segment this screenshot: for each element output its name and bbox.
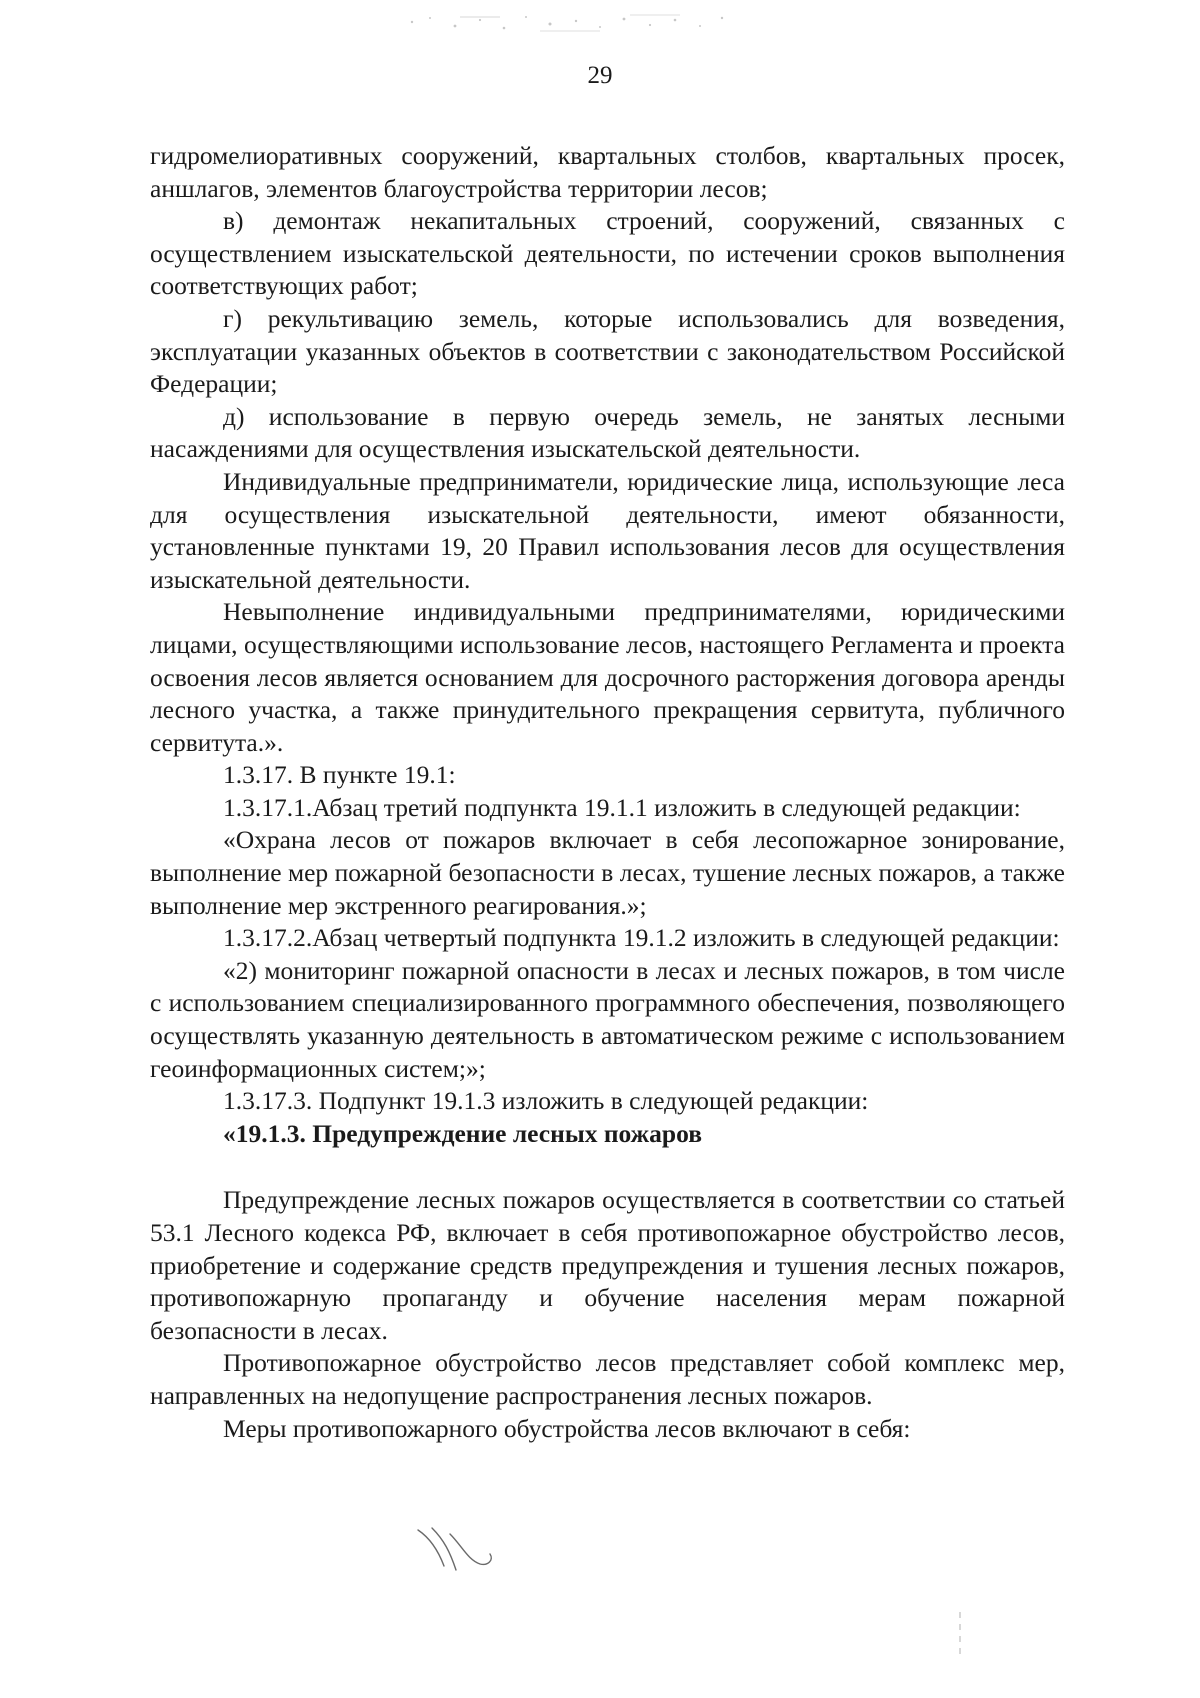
page-number: 29 [587,62,613,89]
clause-1-3-17-2: 1.3.17.2.Абзац четвертый подпункта 19.1.2 изложить в следующей редакции: [223,923,1060,953]
handwritten-signature [410,1520,510,1580]
paragraph-measures: Меры противопожарного обустройства лесов включают в себя: [223,1413,911,1443]
document-body [150,140,1065,1445]
paragraph-fire-arrangement: Противопожарное обустройство лесов представляет собой комплекс мер, направленных на недопущение распространения лесных пожаров. [150,1348,1065,1410]
clause-1-3-17-3: 1.3.17.3. Подпункт 19.1.3 изложить в следующей редакции: [223,1086,869,1116]
clause-1-3-17: 1.3.17. В пункте 19.1: [223,760,456,790]
spacer [150,1150,1065,1184]
paragraph-non-compliance: Невыполнение индивидуальными предпринимателями, юридическими лицами, осуществляющими использование лесов, настоящего Регламента и проекта освоения лесов является основанием для досрочного расторжения договора аренды лесного участка, а также принудительного прекращения сервитута, публичного сервитута.». [150,597,1065,757]
list-item-v: в) демонтаж некапитальных строений, сооружений, связанных с осуществлением изыскательской деятельности, по истечении сроков выполнения соответствующих работ; [150,206,1065,301]
scan-margin-marks [950,1610,970,1660]
list-item-g: г) рекультивацию земель, которые использовались для возведения, эксплуатации указанных объектов в соответствии с законодательством Российской Федерации; [150,303,1065,399]
scan-noise-decoration [400,8,740,42]
paragraph-continuation: гидромелиоративных сооружений, квартальных столбов, квартальных просек, аншлагов, элементов благоустройства территории лесов; [150,141,1065,203]
quote-fire-protection: «Охрана лесов от пожаров включает в себя лесопожарное зонирование, выполнение мер пожарной безопасности в лесах, тушение лесных пожаров, а также выполнение мер экстренного реагирования.»; [150,825,1065,920]
clause-1-3-17-1: 1.3.17.1.Абзац третий подпункта 19.1.1 изложить в следующей редакции: [223,792,1021,822]
paragraph-fire-prevention: Предупреждение лесных пожаров осуществляется в соответствии со статьей 53.1 Лесного кодекса РФ, включает в себя противопожарное обустройство лесов, приобретение и содержание средств предупреждения и тушения лесных пожаров, противопожарную пропаганду и обучение населения мерам пожарной безопасности в лесах. [150,1185,1065,1345]
section-heading: «19.1.3. Предупреждение лесных пожаров [223,1118,702,1148]
quote-monitoring: «2) мониторинг пожарной опасности в лесах и лесных пожаров, в том числе с использованием специализированного программного обеспечения, позволяющего осуществлять указанную деятельность в автоматическом режиме с использованием геоинформационных систем;»; [150,955,1065,1083]
list-item-d: д) использование в первую очередь земель, не занятых лесными насаждениями для осуществления изыскательской деятельности. [150,401,1065,464]
paragraph-obligations: Индивидуальные предприниматели, юридические лица, использующие леса для осуществления изыскательной деятельности, имеют обязанности, установленные пунктами 19, 20 Правил использования лесов для осуществления изыскательной деятельности. [150,466,1065,594]
